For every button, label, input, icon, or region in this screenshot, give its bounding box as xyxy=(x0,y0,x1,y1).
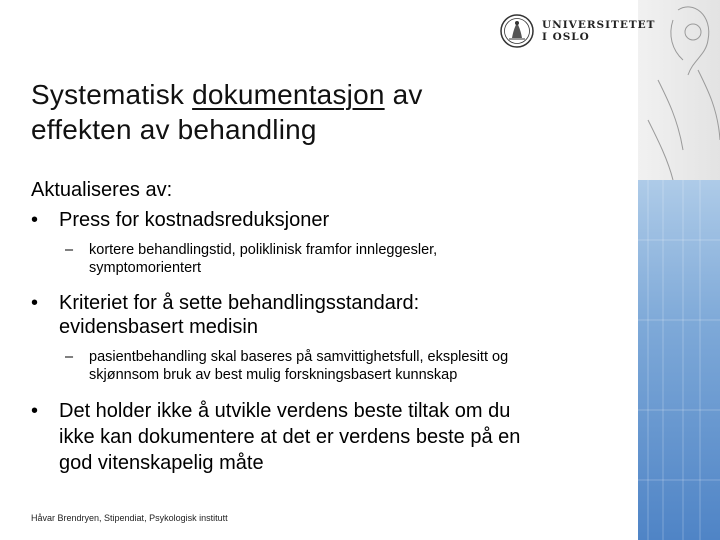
intro-text: Aktualiseres av: xyxy=(31,179,173,201)
sub-bullet-item xyxy=(31,348,631,384)
logo-text xyxy=(542,19,655,43)
decorative-side-panel xyxy=(638,0,720,540)
sub-bullet-item xyxy=(31,241,631,277)
footer-author: Håvar Brendryen, Stipendiat, Psykologisk institutt xyxy=(31,513,228,523)
title-underlined-word: dokumentasjon xyxy=(192,79,385,110)
bullet-text: Press for kostnadsreduksjoner xyxy=(59,209,330,231)
bullet-text-line: god vitenskapelig måte xyxy=(59,452,264,474)
bullet-text-line: Kriteriet for å sette behandlingsstandard: xyxy=(59,292,420,314)
slide-title xyxy=(31,77,591,147)
logo-line-2: I OSLO xyxy=(542,31,590,43)
university-logo xyxy=(500,14,655,48)
dash-symbol: – xyxy=(65,349,74,365)
title-part-1: Systematisk xyxy=(31,79,193,110)
bullet-item xyxy=(31,398,631,476)
sub-bullet-line: symptomorientert xyxy=(89,260,202,276)
bullet-text-line: ikke kan dokumentere at det er verdens beste på en xyxy=(59,426,521,448)
title-part-2: av xyxy=(384,79,423,110)
blue-pattern xyxy=(638,180,720,540)
university-seal-icon xyxy=(500,14,534,48)
sub-bullet-line: kortere behandlingstid, poliklinisk framfor innleggesler, xyxy=(89,242,438,258)
bullet-text-line: evidensbasert medisin xyxy=(59,316,258,338)
sub-bullet-line: skjønnsom bruk av best mulig forskningsbasert kunnskap xyxy=(89,367,458,383)
dash-symbol: – xyxy=(65,242,74,258)
bullet-symbol: • xyxy=(31,292,39,314)
logo-line-1: UNIVERSITETET xyxy=(542,19,656,31)
blue-gradient-band xyxy=(638,180,720,540)
bullet-symbol: • xyxy=(31,209,39,231)
bullet-text-line: Det holder ikke å utvikle verdens beste tiltak om du xyxy=(59,400,511,422)
bullet-item xyxy=(31,208,631,232)
title-line-2: effekten av behandling xyxy=(31,114,317,145)
slide-content xyxy=(31,178,631,476)
bullet-symbol: • xyxy=(31,400,39,422)
bullet-item xyxy=(31,291,631,339)
sub-bullet-line: pasientbehandling skal baseres på samvittighetsfull, eksplesitt og xyxy=(89,349,509,365)
